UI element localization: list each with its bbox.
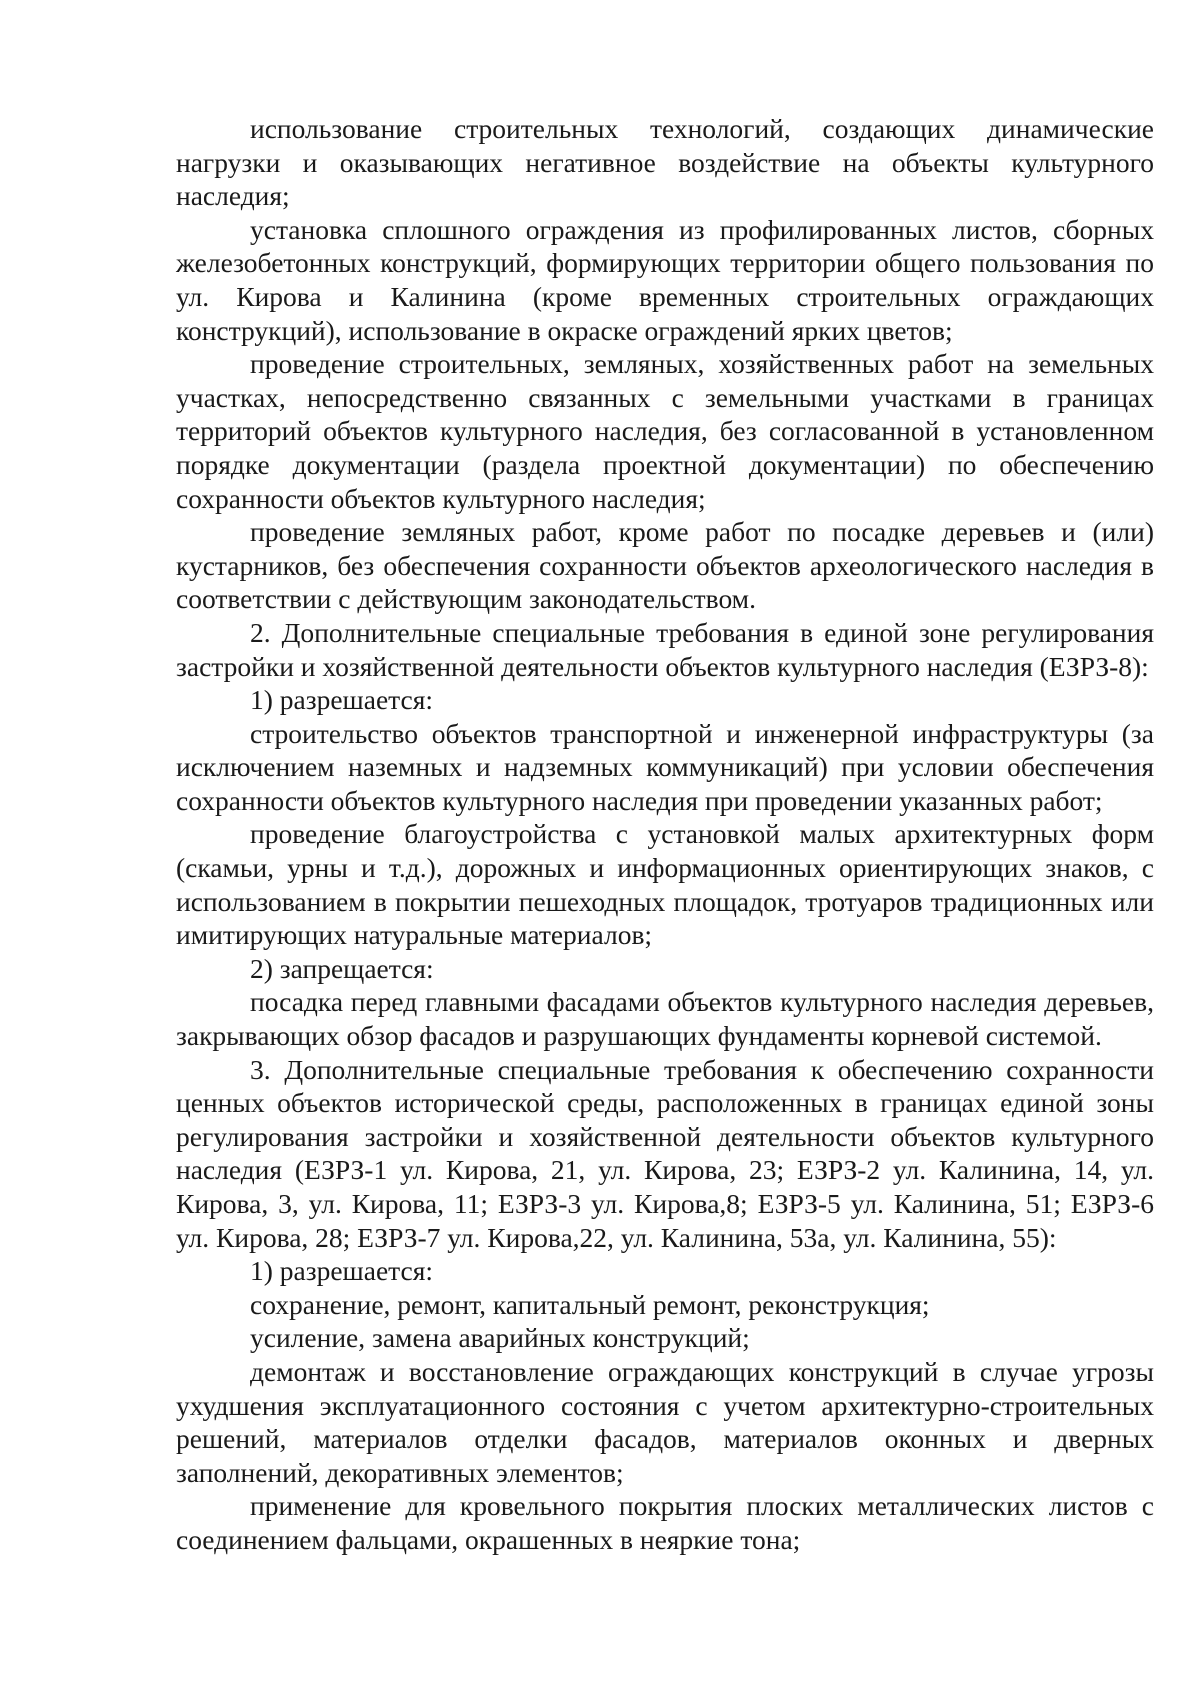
allowed-label-2: 1) разрешается: [250,1255,433,1287]
allowed-label: 1) разрешается: [250,684,433,716]
paragraph-10: посадка перед главными фасадами объектов культурного наследия деревьев, закрывающих обзор фасадов и разрушающих фундаменты корневой системой. [176,986,1154,1052]
document-body [176,112,1154,1557]
paragraph-3: проведение строительных, земляных, хозяйственных работ на земельных участках, непосредственно связанных с земельными участками в границах территорий объектов культурного наследия, без согласованной в установленном порядке документации (раздела проектной документации) по обеспечению сохранности объектов культурного наследия; [176,348,1154,514]
section-3-heading: 3. Дополнительные специальные требования к обеспечению сохранности ценных объектов исторической среды, расположенных в границах единой зоны регулирования застройки и хозяйственной деятельности объектов культурного наследия (ЕЗРЗ-1 ул. Кирова, 21, ул. Кирова, 23; ЕЗРЗ-2 ул. Калинина, 14, ул. Кирова, 3, ул. Кирова, 11; ЕЗРЗ-3 ул. Кирова,8; ЕЗРЗ-5 ул. Калинина, 51; ЕЗРЗ-6 ул. Кирова, 28; ЕЗРЗ-7 ул. Кирова,22, ул. Калинина, 53а, ул. Калинина, 55): [176,1053,1154,1253]
paragraph-15: демонтаж и восстановление ограждающих конструкций в случае угрозы ухудшения эксплуатационного состояния с учетом архитектурно-строительных решений, материалов отделки фасадов, материалов оконных и дверных заполнений, декоративных элементов; [176,1355,1154,1488]
paragraph-2: установка сплошного ограждения из профилированных листов, сборных железобетонных конструкций, формирующих территории общего пользования по ул. Кирова и Калинина (кроме временных строительных ограждающих конструкций), использование в окраске ограждений ярких цветов; [176,213,1154,346]
paragraph-14: усиление, замена аварийных конструкций; [250,1322,750,1354]
prohibited-label: 2) запрещается: [250,952,434,984]
paragraph-16: применение для кровельного покрытия плоских металлических листов с соединением фальцами, окрашенных в неяркие тона; [176,1490,1154,1555]
paragraph-4: проведение земляных работ, кроме работ по посадке деревьев и (или) кустарников, без обеспечения сохранности объектов археологического наследия в соответствии с действующим законодательством. [176,516,1154,615]
section-2-heading: 2. Дополнительные специальные требования в единой зоне регулирования застройки и хозяйственной деятельности объектов культурного наследия (ЕЗРЗ-8): [176,616,1154,682]
paragraph-7: строительство объектов транспортной и инженерной инфраструктуры (за исключением наземных и надземных коммуникаций) при условии обеспечения сохранности объектов культурного наследия при проведении указанных работ; [176,717,1154,816]
paragraph-1: использование строительных технологий, создающих динамические нагрузки и оказывающих негативное воздействие на объекты культурного наследия; [176,113,1154,212]
paragraph-8: проведение благоустройства с установкой малых архитектурных форм (скамьи, урны и т.д.), дорожных и информационных ориентирующих знаков, с использованием в покрытии пешеходных площадок, тротуаров традиционных или имитирующих натуральные материалов; [176,818,1154,951]
paragraph-13: сохранение, ремонт, капитальный ремонт, реконструкция; [250,1288,930,1320]
